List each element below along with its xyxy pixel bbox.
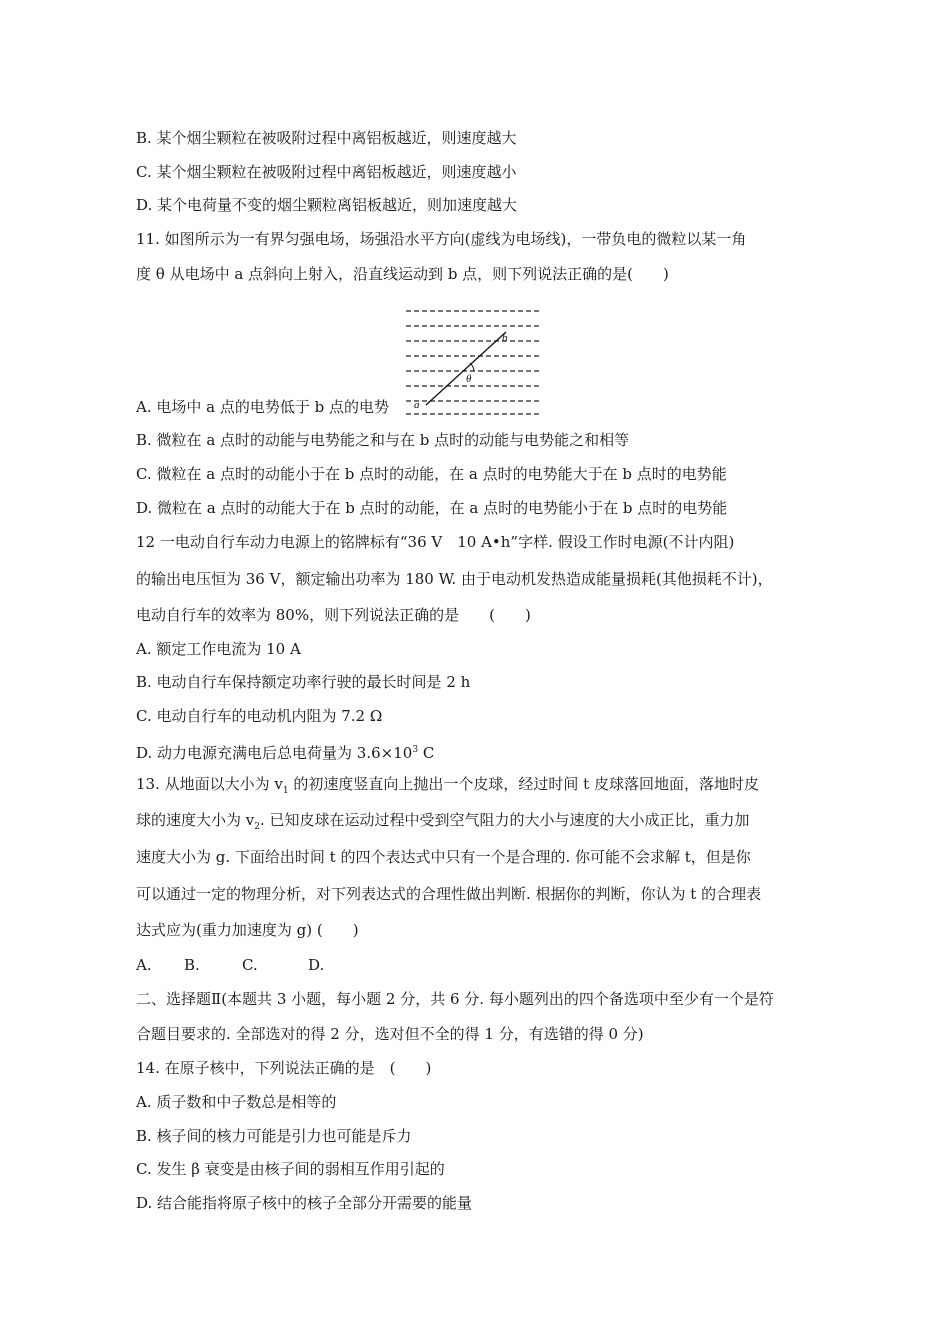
section2-heading-line1: 二、选择题Ⅱ(本题共 3 小题，每小题 2 分，共 6 分. 每小题列出的四个备选项中至少有一个是符 — [136, 990, 774, 1008]
q12-stem-line3: 电动自行车的效率为 80%，则下列说法正确的是 ( ) — [136, 606, 531, 624]
q12-option-b: B. 电动自行车保持额定功率行驶的最长时间是 2 h — [136, 673, 471, 691]
q14-option-b: B. 核子间的核力可能是引力也可能是斥力 — [136, 1127, 412, 1145]
q13-option-c: C. — [242, 956, 258, 974]
q13-option-b: B. — [184, 956, 200, 974]
q10-option-d: D. 某个电荷量不变的烟尘颗粒离铝板越近，则加速度越大 — [136, 196, 518, 214]
q11-option-d: D. 微粒在 a 点时的动能大于在 b 点时的动能，在 a 点时的电势能小于在 b 点时的电势能 — [136, 499, 728, 517]
q13-stem-line1-b: 的初速度竖直向上抛出一个皮球，经过时间 t 皮球落回地面，落地时皮 — [288, 775, 759, 793]
q13-stem-line4: 可以通过一定的物理分析，对下列表达式的合理性做出判断. 根据你的判断，你认为 t 的合理表 — [136, 885, 762, 903]
q13-option-a: A. — [136, 956, 152, 974]
q13-stem-line5: 达式应为(重力加速度为 g) ( ) — [136, 921, 359, 939]
q13-stem-line1-a: 13. 从地面以大小为 v — [136, 775, 283, 793]
point-a-label: a — [414, 399, 420, 411]
q12-option-d-unit: C — [418, 744, 435, 762]
electric-field-figure — [402, 305, 544, 417]
q12-option-a: A. 额定工作电流为 10 A — [136, 640, 301, 658]
q11-stem-line1: 11. 如图所示为一有界匀强电场，场强沿水平方向(虚线为电场线)，一带负电的微粒以某一角 — [136, 230, 747, 248]
q10-option-b: B. 某个烟尘颗粒在被吸附过程中离铝板越近，则速度越大 — [136, 129, 517, 147]
q13-stem-line3: 速度大小为 g. 下面给出时间 t 的四个表达式中只有一个是合理的. 你可能不会求解 t，但是你 — [136, 848, 751, 866]
q14-option-c: C. 发生 β 衰变是由核子间的弱相互作用引起的 — [136, 1160, 445, 1178]
q11-option-a: A. 电场中 a 点的电势低于 b 点的电势 — [136, 398, 389, 416]
q12-option-d-exponent: 3 — [412, 745, 419, 755]
section2-heading-line2: 合题目要求的. 全部选对的得 2 分，选对但不全的得 1 分，有选错的得 0 分) — [136, 1025, 644, 1043]
q11-stem-line2: 度 θ 从电场中 a 点斜向上射入，沿直线运动到 b 点，则下列说法正确的是( ) — [136, 265, 669, 283]
point-b-label: b — [502, 332, 508, 344]
q14-stem: 14. 在原子核中，下列说法正确的是 ( ) — [136, 1059, 432, 1077]
theta-label: θ — [466, 373, 472, 385]
q14-option-d: D. 结合能指将原子核中的核子全部分开需要的能量 — [136, 1194, 473, 1212]
angle-arc — [470, 363, 474, 371]
q11-option-b: B. 微粒在 a 点时的动能与电势能之和与在 b 点时的动能与电势能之和相等 — [136, 431, 630, 449]
q13-option-d: D. — [308, 956, 325, 974]
q11-option-c: C. 微粒在 a 点时的动能小于在 b 点时的动能，在 a 点时的电势能大于在 b 点时的电势能 — [136, 465, 727, 483]
q12-option-d — [136, 740, 434, 763]
q12-stem-line2: 的输出电压恒为 36 V，额定输出功率为 180 W. 由于电动机发热造成能量损耗(其他损耗不计)， — [136, 570, 773, 588]
q13-stem-line2 — [136, 810, 750, 837]
q10-option-c: C. 某个烟尘颗粒在被吸附过程中离铝板越近，则速度越小 — [136, 163, 517, 181]
q13-options — [136, 955, 324, 975]
q14-option-a: A. 质子数和中子数总是相等的 — [136, 1093, 337, 1111]
q12-option-d-text: D. 动力电源充满电后总电荷量为 3.6×10 — [136, 744, 413, 762]
v2-subscript: 2 — [254, 822, 260, 832]
q13-stem-line2-b: . 已知皮球在运动过程中受到空气阻力的大小与速度的大小成正比，重力加 — [259, 811, 750, 829]
q13-stem-line1 — [136, 774, 759, 801]
v1-subscript: 1 — [282, 786, 289, 796]
q12-stem-line1: 12 一电动自行车动力电源上的铭牌标有“36 V 10 A•h”字样. 假设工作时电源(不计内阻) — [136, 533, 735, 551]
q13-stem-line2-a: 球的速度大小为 v — [136, 811, 255, 829]
trajectory-line — [426, 332, 506, 405]
q12-option-c: C. 电动自行车的电动机内阻为 7.2 Ω — [136, 707, 383, 725]
